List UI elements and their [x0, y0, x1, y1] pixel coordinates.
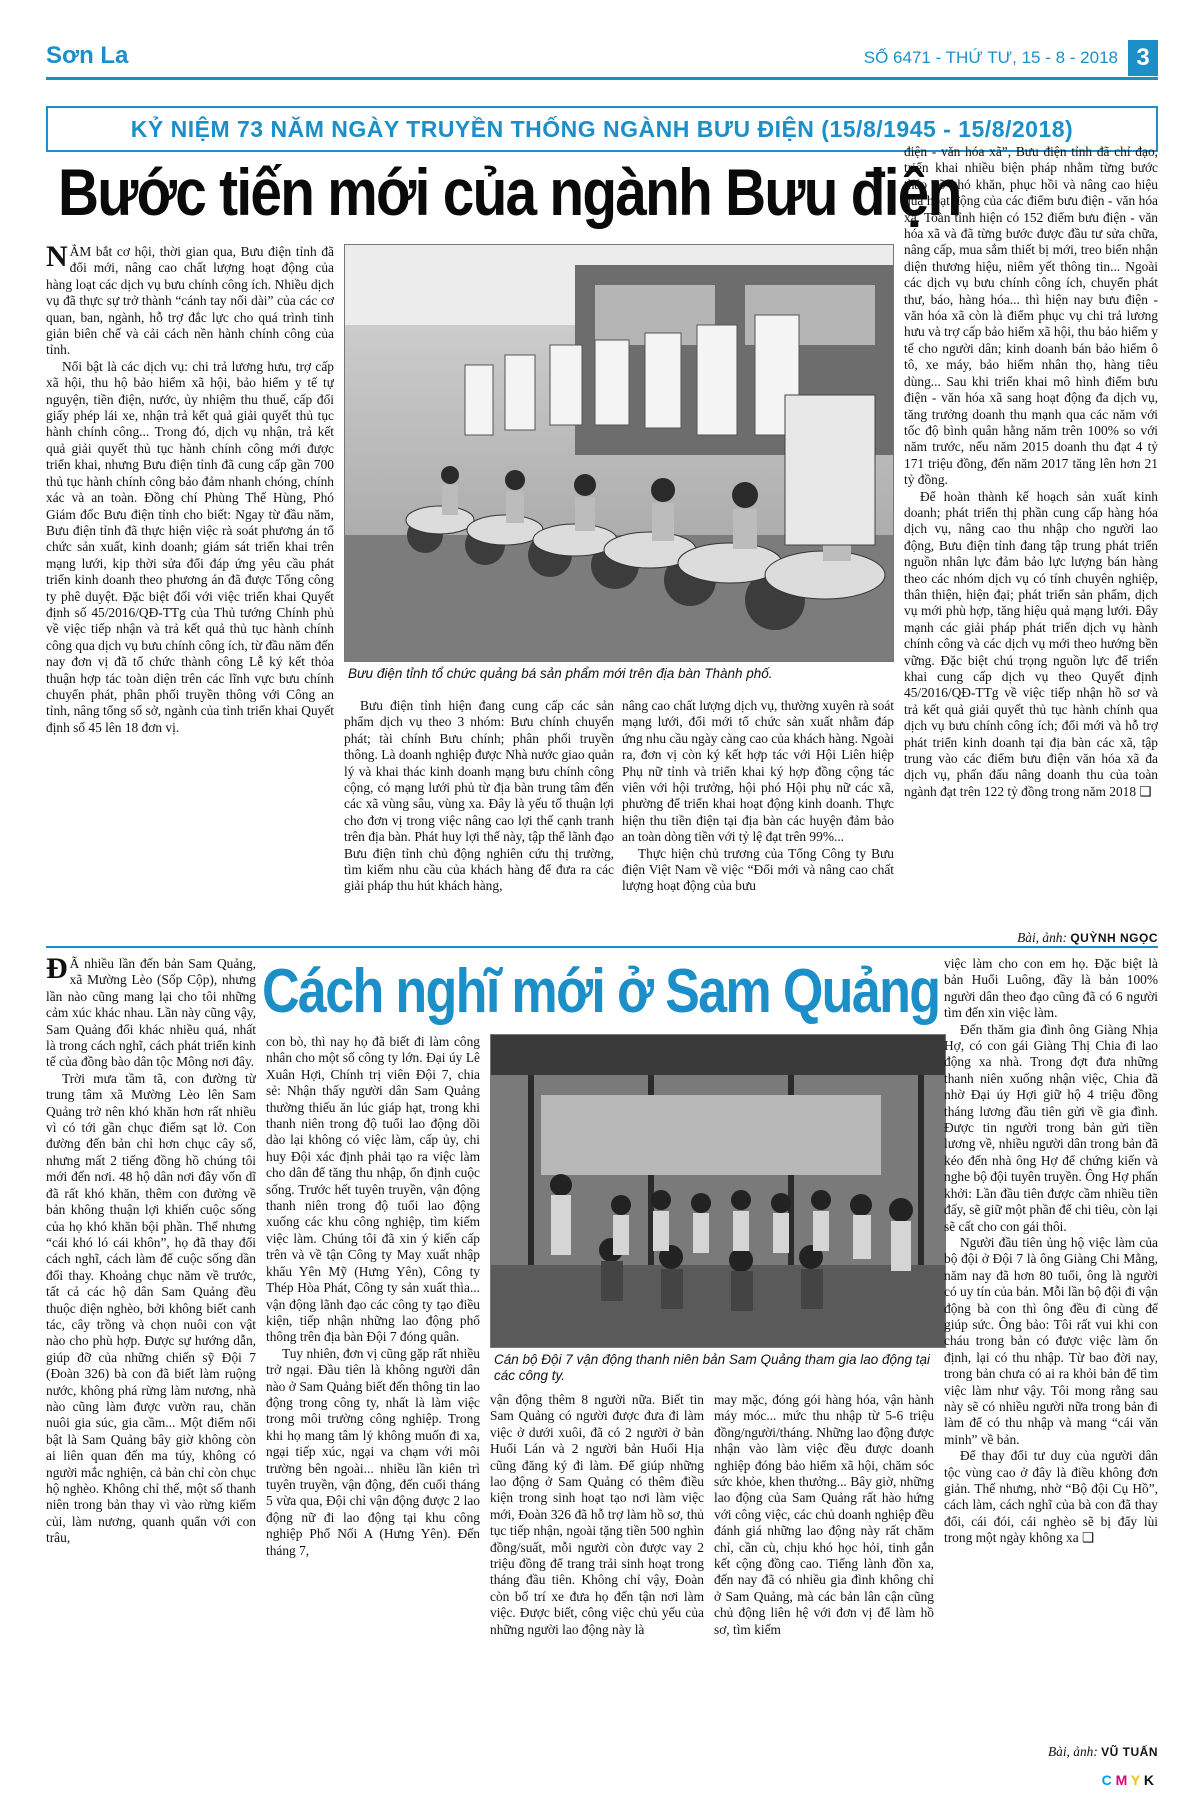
- article2-headline: Cách nghĩ mới ở Sam Quảng: [262, 957, 940, 1026]
- dropcap: N: [46, 244, 68, 273]
- cmyk-c: C: [1101, 1772, 1112, 1788]
- article2-paragraph: việc làm cho con em họ. Đặc biệt là bản Huổi Luông, đầy là bản 100% người dân theo đạo cũng đã có 6 người tìm đến xin việc làm.: [944, 956, 1158, 1021]
- section-divider: [46, 946, 1158, 948]
- byline-author: VŨ TUẤN: [1101, 1745, 1158, 1759]
- cmyk-y: Y: [1130, 1772, 1140, 1788]
- article2-column-1: [46, 956, 256, 1766]
- anniversary-banner: KỶ NIỆM 73 NĂM NGÀY TRUYỀN THỐNG NGÀNH BƯU ĐIỆN (15/8/1945 - 15/8/2018): [46, 106, 1158, 152]
- article1-photo: [344, 244, 894, 662]
- article2-paragraph: Ã nhiều lần đến bản Sam Quảng, xã Mường Lèo (Sốp Cộp), nhưng lần nào cũng mang lại cho tôi những cảm xúc khác nhau. Lần này cũng vậy, Sam Quảng đổi khác nhiều quá, nhất là trong cách nghĩ, cách phát triển kinh tế của đồng bào dân tộc Mông nơi đây.: [46, 956, 256, 1070]
- article2-column-5: [944, 956, 1158, 1742]
- article2-paragraph: vận động thêm 8 người nữa. Biết tin Sam Quảng có người được đưa đi làm việc ở dưới xuôi, đã có 2 người ở bản Huổi Lán và 2 người bản Huổi Hịa cũng đăng ký đi làm. Để giúp những lao động ở Sam Quảng có thêm điều kiện trong sinh hoạt tạo nơi làm việc mới, Đoàn 326 đã hỗ trợ làm hồ sơ, thủ tục tiếp nhận, ngoài tặng tiền 500 nghìn đồng/suất, mỗi người còn được vay 2 triệu đồng để trang trải sinh hoạt trong tháng đầu tiên. Không chỉ vậy, Đoàn còn bố trí xe đưa họ đến tận nơi làm việc. Được biết, công việc chủ yếu của những người lao động này là: [490, 1392, 704, 1637]
- article2-column-2: [266, 1034, 480, 1764]
- article2-column-3: [490, 1392, 704, 1766]
- article2-paragraph: Đến thăm gia đình ông Giàng Nhịa Hợ, có con gái Giàng Thị Chia đi lao động xa nhà. Trong đợt đưa những thanh niên xuống nhận việc, Chia đã nhờ Đại úy Hợi giữ hộ 4 triệu đồng tháng lương đầu tiên gửi về gia đình. Được tin người trong bản gửi tiền lương về, nhiều người dân trong bản đã kéo đến nhà ông Hợ để chứng kiến và nghe bộ đội tuyên truyền. Ông Hợ phấn khởi: Lần đầu tiên được cầm nhiều tiền đấy, sẽ giữ một phần để chi tiêu, còn lại sẽ cất cho con gái thôi.: [944, 1021, 1158, 1234]
- article1-column-4: [904, 144, 1158, 934]
- postal-parade-photo: [345, 245, 894, 662]
- cmyk-m: M: [1115, 1772, 1128, 1788]
- byline-prefix: Bài, ảnh:: [1047, 1744, 1098, 1759]
- article1-photo-caption: Bưu điện tỉnh tổ chức quảng bá sản phẩm mới trên địa bàn Thành phố.: [348, 666, 773, 681]
- village-meeting-photo: [491, 1035, 946, 1348]
- cmyk-registration-mark: [1102, 1772, 1154, 1788]
- byline-prefix: Bài, ảnh:: [1017, 930, 1067, 945]
- article2-paragraph: Người đầu tiên ủng hộ việc làm của bộ đội ở Đội 7 là ông Giàng Chi Mằng, năm nay đã hơn 80 tuổi, ông là người có uy tín của bản. Mỗi lần bộ đội đi vận động bà con thì ông đều đi cùng để giúp sức. Ông bảo: Tôi rất vui khi con cháu trong bản có được việc làm ổn định, lại có thu nhập. Từ bao đời nay, trong bản chưa có ai ra khỏi bản để tìm việc làm như vậy. Tôi mong rằng sau này sẽ có nhiều người nữa trong bản đi làm để có thu nhập và mang “cái văn minh” về bản.: [944, 1234, 1158, 1447]
- section-name: Sơn La: [46, 42, 129, 69]
- dropcap: Đ: [46, 956, 68, 985]
- article2-column-4: [714, 1392, 934, 1766]
- page-header: [46, 40, 1158, 80]
- article2-paragraph: con bò, thì nay họ đã biết đi làm công nhân cho một số công ty lớn. Đại úy Lê Xuân Hợi, Chính trị viên Đội 7, chia sẻ: Nhận thấy người dân Sam Quảng thường thiếu ăn lúc giáp hạt, trong khi thanh niên trong độ tuổi lao động dồi dào lại không có việc làm, cấp ủy, chi huy Đội xác định phải tạo ra việc làm cho dân để tăng thu nhập, ổn định cuộc sống. Trước hết tuyên truyền, vận động thanh niên trong độ tuổi lao động xuống các khu công nghiệp, tìm kiếm việc làm. Chúng tôi đã xin ý kiến cấp trên và về tận Công ty May xuất nhập khẩu Yên Mỹ (Hưng Yên), Công ty Thép Hòa Phát, Công ty sản xuất thìa... vận động lãnh đạo các công ty tạo điều kiện, tiếp nhận những lao động phổ thông trên địa bàn Đội 7 đóng quân.: [266, 1034, 480, 1345]
- article2-photo-caption: Cán bộ Đội 7 vận động thanh niên bản Sam Quảng tham gia lao động tại các công ty.: [494, 1352, 931, 1383]
- byline-author: QUỲNH NGỌC: [1070, 931, 1158, 945]
- article1-headline: Bước tiến mới của ngành Bưu điện: [58, 155, 961, 229]
- article1-paragraph: nâng cao chất lượng dịch vụ, thường xuyên rà soát mạng lưới, đổi mới tổ chức sản xuất nhằm đáp ứng nhu cầu ngày càng cao của khách hàng. Ngoài ra, đơn vị còn ký kết hợp tác với Hội Liên hiệp Phụ nữ tỉnh và triển khai ký hợp đồng cộng tác viên với hội trưởng, hội phó Hội phụ nữ các xã, phường để triển khai hoạt động kinh doanh. Thực hiện thu tiền điện tại địa bàn các huyện đảm bảo an toàn dòng tiền với tỷ lệ đạt trên 99%...: [622, 698, 894, 845]
- article2-byline: [944, 1744, 1158, 1760]
- article2-paragraph: may mặc, đóng gói hàng hóa, vận hành máy móc... mức thu nhập từ 5-6 triệu đồng/người/tháng. Những lao động được nhận vào làm việc đều được doanh nghiệp đóng bảo hiểm xã hội, chăm sóc sức khỏe, khen thưởng... Bây giờ, những lao động của Sam Quảng rất hào hứng với công việc, các chủ doanh nghiệp đều đánh giá những lao động này rất chăm chỉ, cần cù, chịu khó học hỏi, tinh gắn kết cộng đồng cao. Tiếng lành đồn xa, đến nay đã có nhiều gia đình không chỉ ở Sam Quảng, mà các bản lân cận cũng chủ động liên hệ với đơn vị để làm hồ sơ, tìm kiếm: [714, 1392, 934, 1637]
- cmyk-k: K: [1143, 1772, 1154, 1788]
- article1-byline: [904, 930, 1158, 946]
- article1-column-1: [46, 244, 334, 952]
- article1-paragraph: ẮM bắt cơ hội, thời gian qua, Bưu điện tỉnh đã đổi mới, nâng cao chất lượng hoạt động của hàng loạt các dịch vụ bưu chính công ích. Nhiều dịch vụ đã thực sự trở thành “cánh tay nối dài” của các cơ quan, ban, ngành, hỗ trợ đắc lực cho quá trình tinh giản biên chế và cải cách nền hành chính công của tỉnh.: [46, 244, 334, 358]
- article1-paragraph: Để hoàn thành kế hoạch sản xuất kinh doanh; phát triển thị phần cung cấp hàng hóa dịch vụ, nâng cao thu nhập cho người lao động, Bưu điện tỉnh đang tập trung phát triển nguồn nhân lực đảm bảo lực lượng bán hàng theo các nhóm dịch vụ có tính chuyên nghiệp, thân thiện, hiện đại; phát triển sản phẩm, dịch vụ mới phù hợp, tăng hiệu quả mạng lưới. Đây mạnh các giải pháp phát triển dịch vụ hành chính công và các dịch vụ mới theo hướng bền vững. Đặc biệt chú trọng nguồn lực để triển khai cung cấp dịch vụ theo Quyết định 45/2016/QĐ-TTg về việc tiếp nhận hồ sơ và trả kết quả giải quyết thủ tục hành chính qua dịch vụ bưu chính công ích; đổi mới và hỗ trợ phát triển kinh doanh tại địa bàn các xã, tập trung vào các điểm bưu điện văn hóa xã đa dịch vụ, phấn đấu nâng doanh thu của toàn ngành đạt trên 122 tỷ đồng trong năm 2018 ❑: [904, 488, 1158, 799]
- article2-paragraph: Trời mưa tầm tã, con đường từ trung tâm xã Mường Lèo lên Sam Quảng trở nên khó khăn hơn rất nhiều vì có tới gần chục điểm sạt lở. Con đường đến bản chỉ hơn chục cây số, nhưng mất 2 tiếng đồng hồ chúng tôi mới đến nơi. 48 hộ dân nơi đây vốn dĩ đã rất khó khăn, thêm con đường về bản không thuận lợi khiến cuộc sống của họ khó khăn bội phần. Thế nhưng “cái khó ló cái khôn”, họ đã thay đổi cách nghĩ, cách làm để cuộc sống dần đổi thay. Khoảng chục năm về trước, tất cả các hộ dân Sam Quảng đều thuộc diện nghèo, bởi không biết canh tác, cây trồng và chọn nuôi con vật nào cho phù hợp. Được sự hướng dẫn, giúp đỡ của những chiến sỹ Đội 7 (Đoàn 326) bà con đã biết làm ruộng nước, không phá rừng làm nương, nhà nào cũng làm được vườn rau, chăn nuôi gia súc, gia cầm... Một điểm nổi bật là Sam Quảng bây giờ không còn ai liên quan đến ma túy, không có người mắc nghiện, cả bản chỉ còn chục hộ nghèo. Không chỉ thế, một số thanh niên trong bản thay vì vào rừng kiếm củi, làm nương, quanh quẩn với con trâu,: [46, 1070, 256, 1546]
- article1-column-2: [344, 698, 614, 952]
- article1-paragraph: Thực hiện chủ trương của Tổng Công ty Bưu điện Việt Nam về việc “Đổi mới và nâng cao chất lượng hoạt động của bưu: [622, 845, 894, 894]
- article1-column-3: [622, 698, 894, 952]
- page-number: 3: [1128, 40, 1158, 76]
- article1-paragraph: Nổi bật là các dịch vụ: chi trả lương hưu, trợ cấp xã hội, thu hộ bảo hiểm xã hội, bảo hiểm y tế tự nguyện, tiền điện, nước, ủy nhiệm thu thuế, cấp đổi giấy phép lái xe, nhận trả kết quả giải quyết thủ tục hành chính công... Trong đó, dịch vụ nhận, trả kết quả giải quyết thủ tục hành chính công mới được triển khai, nhưng Bưu điện tỉnh đã cung cấp gần 700 thủ tục hành chính công bảo đảm nhanh chóng, chính xác và an toàn. Đồng chí Phùng Thế Hùng, Phó Giám đốc Bưu điện tỉnh cho biết: Ngay từ đầu năm, Bưu điện tỉnh đã thực hiện việc rà soát phương án tổ chức sản xuất, kinh doanh; giám sát triển khai trên mạng lưới, kịp thời sửa đổi đáp ứng yêu cầu phát triển kinh doanh theo phương án đã được Tổng công ty phê duyệt. Đặc biệt đối với việc triển khai Quyết định số 45/2016/QĐ-TTg của Thủ tướng Chính phủ về việc tiếp nhận và trả kết quả thủ tục hành chính công qua dịch vụ bưu chính công ích, từ đầu năm đến nay đơn vị đã tổ chức thành công Lễ ký kết thỏa thuận hợp tác toàn diện trên các lĩnh vực bưu chính chuyển phát, phân phối truyền thông với Công an tỉnh, nâng tổng số sở, ngành của tỉnh triển khai Quyết định số 45 lên 18 đơn vị.: [46, 358, 334, 735]
- article2-photo: [490, 1034, 946, 1348]
- article1-paragraph: Bưu điện tỉnh hiện đang cung cấp các sản phẩm dịch vụ theo 3 nhóm: Bưu chính chuyển phát; tài chính Bưu chính; phân phối truyền thông. Là doanh nghiệp được Nhà nước giao quản lý và khai thác kinh doanh mạng bưu chính công cộng, có mạng lưới phủ từ địa bàn trung tâm đến các xã vùng sâu, vùng xa. Đây là yếu tố thuận lợi cho đơn vị trong việc nâng cao lợi thế cạnh tranh trên địa bàn. Phát huy lợi thế này, tập thể lãnh đạo Bưu điện tỉnh chủ động nghiên cứu thị trường, tìm kiếm nhu cầu của khách hàng để đưa ra các giải pháp thu hút khách hàng,: [344, 698, 614, 894]
- issue-info: SỐ 6471 - THỨ TƯ, 15 - 8 - 2018: [863, 48, 1118, 67]
- article2-paragraph: Tuy nhiên, đơn vị cũng gặp rất nhiều trở ngại. Đầu tiên là không người dân nào ở Sam Quảng biết đến thông tin lao động trong công ty, nhất là làm việc trong môi trường công nghiệp. Trong khi họ mang tâm lý không muốn đi xa, ngại tiếp xúc, ngại va chạm với môi trường bên ngoài... nhiều lần kiên trì tuyên truyền, vận động, đến cuối tháng 5 vừa qua, Đội chỉ vận động được 2 lao động nữ đi lao động tại khu công nghiệp Phố Nối A (Hưng Yên). Đến tháng 7,: [266, 1345, 480, 1558]
- article1-paragraph: điện - văn hóa xã”, Bưu điện tỉnh đã chỉ đạo, triển khai nhiều biện pháp nhằm từng bước tháo gỡ khó khăn, phục hồi và nâng cao hiệu quả hoạt động của các điểm bưu điện - văn hóa xã. Toàn tỉnh hiện có 152 điểm bưu điện - văn hóa xã và đã từng bước được đầu tư sửa chữa, nâng cấp, mua sắm thiết bị mới, treo biển nhận diện thương hiệu, niêm yết thông tin... Ngoài các dịch vụ bưu chính công ích, chuyển phát thư, báo, hàng hóa... thì hiện nay bưu điện - văn hóa xã còn là điểm phục vụ chi trả lương hưu và trợ cấp bảo hiểm xã hội, thu bảo hiểm y tế cho người dân; kinh doanh bán bảo hiểm ô tô, xe máy, bảo hiểm nhân thọ, hàng tiêu dùng... Sau khi triển khai mô hình điểm bưu điện - văn hóa xã sang hoạt động đa dịch vụ, tăng trưởng doanh thu mạnh qua các năm với tốc độ bình quân hằng năm trên 100% so với năm trước, nếu năm 2015 doanh thu đạt 4 tỷ 171 triệu đồng, đến năm 2017 tăng lên hơn 21 tỷ đồng.: [904, 144, 1158, 488]
- article2-paragraph: Để thay đổi tư duy của người dân tộc vùng cao ở đây là điều không đơn giản. Thế nhưng, nhờ “Bộ đội Cụ Hồ”, cách làm, cách nghĩ của bà con đã thay đổi, cái đói, cái nghèo sẽ bị đẩy lùi trong một ngày không xa ❑: [944, 1448, 1158, 1546]
